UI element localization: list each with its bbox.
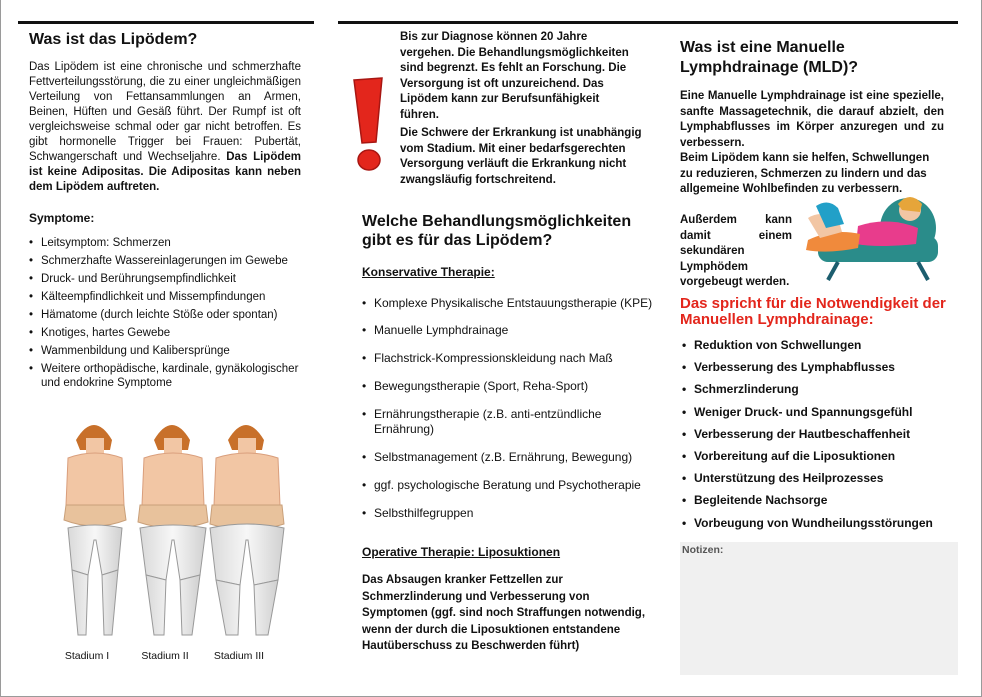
mld-benefit-item: • Vorbereitung auf die Liposuktionen [680,445,965,467]
conservative-therapy-item: • Flachstrick-Kompressionskleidung nach Maß [360,351,660,366]
mld-benefit-item: • Unterstützung des Heilprozesses [680,467,965,489]
lipoedem-title: Was ist das Lipödem? [29,31,198,48]
stage-2-label: Stadium II [141,650,189,662]
notes-box[interactable] [680,542,958,675]
lipoedem-intro-text: Das Lipödem ist eine chronische und schmerzhafte Fettverteilungsstörung, die zu einer ungleichmäßigen Verteilung von Fettansammlungen an Armen, Beinen, Hüften und Gesäß führt. Der Rumpf ist oft vergleichsweise schmal oder gar nicht betroffen. Es gibt hormonelle Trigger bei Frauen: Pubertät, Schwangerschaft und Wechseljahre. [29,61,301,163]
stage-1-label: Stadium I [64,650,110,662]
mld-text-2-content: Beim Lipödem kann sie helfen, Schwellungen zu reduzieren, Schmerzen zu lindern und das allgemeine Wohlbefinden zu verbessern. [680,152,930,195]
mld-benefits-list [680,334,965,534]
lipoedem-intro-bold: Das Lipödem ist keine Adipositas. Die Adipositas kann neben dem Lipödem auftreten. [29,151,301,193]
mld-title: Was ist eine Manuelle Lymphdrainage (MLD)? [680,39,859,76]
mld-benefit-item: • Vorbeugung von Wundheilungsstörungen [680,512,965,534]
mld-necessity-heading: Das spricht für die Notwendigkeit der Manuellen Lymphdrainage: [680,295,946,328]
symptoms-heading: Symptome: [29,211,95,225]
stage-3-label: Stadium III [213,650,265,662]
conservative-therapy-item: • Bewegungstherapie (Sport, Reha-Sport) [360,379,660,394]
symptom-item: • Hämatome (durch leichte Stöße oder spontan) [27,308,309,322]
conservative-therapy-item: • Selbstmanagement (z.B. Ernährung, Bewegung) [360,450,660,465]
conservative-therapy-item: • Ernährungstherapie (z.B. anti-entzündliche Ernährung) [360,407,660,437]
mld-benefit-item: • Verbesserung des Lymphabflusses [680,356,965,378]
column-1-top-rule [18,21,314,24]
symptom-item: • Wammenbildung und Kalibersprünge [27,344,309,358]
mld-benefit-item: • Weniger Druck- und Spannungsgefühl [680,401,965,423]
treatment-title: Welche Behandlungsmöglichkeiten gibt es für das Lipödem? [362,213,632,249]
mld-benefit-item: • Begleitende Nachsorge [680,489,965,511]
warning-text-2: Die Schwere der Erkrankung ist unabhängig vom Stadium. Mit einer bedarfsgerechten Versorgung verläuft die Erkrankung nicht zwangsläufig fortschreitend. [400,127,642,186]
symptom-item: • Schmerzhafte Wassereinlagerungen im Gewebe [27,254,309,268]
symptom-item: • Weitere orthopädische, kardinale, gynäkologischer und endokrine Symptome [27,362,309,390]
lipoedem-intro [29,60,301,195]
mld-benefit-item: • Schmerzlinderung [680,378,965,400]
conservative-therapy-list [360,296,660,521]
operative-heading: Operative Therapie: Liposuktionen [362,545,561,559]
conservative-therapy-item: • Manuelle Lymphdrainage [360,323,660,338]
notes-label: Notizen: [682,544,724,556]
mld-benefit-item: • Reduktion von Schwellungen [680,334,965,356]
symptom-item: • Kälteempfindlichkeit und Missempfindungen [27,290,309,304]
symptom-list [27,236,309,390]
mld-text-3: Außerdem kann damit einem sekundären Lymphödem vorgebeugt werden. [680,214,792,288]
mld-benefit-item: • Verbesserung der Hautbeschaffenheit [680,423,965,445]
operative-text: Das Absaugen kranker Fettzellen zur Schmerzlinderung und Verbesserung von Symptomen (ggf. sind noch Straffungen notwendig, wenn der durch die Liposuktionen entstandene Hautüberschuss zu Beschwerden führt) [362,574,646,652]
page-border-left [0,0,1,697]
symptom-item: • Leitsymptom: Schmerzen [27,236,309,250]
mld-text-1: Eine Manuelle Lymphdrainage ist eine spezielle, sanfte Massagetechnik, die darauf abzielt, den Lymphabflusses im Körper anzuregen und zu verbessern. [680,90,944,149]
exclamation-icon [348,76,388,176]
conservative-therapy-item: • ggf. psychologische Beratung und Psychotherapie [360,478,660,493]
warning-text-1: Bis zur Diagnose können 20 Jahre vergehen. Die Behandlungsmöglichkeiten sind begrenzt. Es fehlt an Forschung. Die Versorgung ist oft unzureichend. Das Lipödem kann zur Berufsunfähigkeit führen. [400,31,629,121]
stage-2-figure [138,425,208,635]
stage-1-figure [64,425,126,635]
conservative-heading: Konservative Therapie: [362,265,495,279]
symptom-item: • Knotiges, hartes Gewebe [27,326,309,340]
conservative-therapy-item: • Komplexe Physikalische Entstauungstherapie (KPE) [360,296,660,311]
stage-3-figure [210,425,284,635]
lipoedem-stages-illustration [56,410,286,650]
lymphdrainage-illustration [798,188,944,283]
symptom-item: • Druck- und Berührungsempfindlichkeit [27,272,309,286]
conservative-therapy-item: • Selbsthilfegruppen [360,506,660,521]
column-2-3-top-rule [338,21,958,24]
